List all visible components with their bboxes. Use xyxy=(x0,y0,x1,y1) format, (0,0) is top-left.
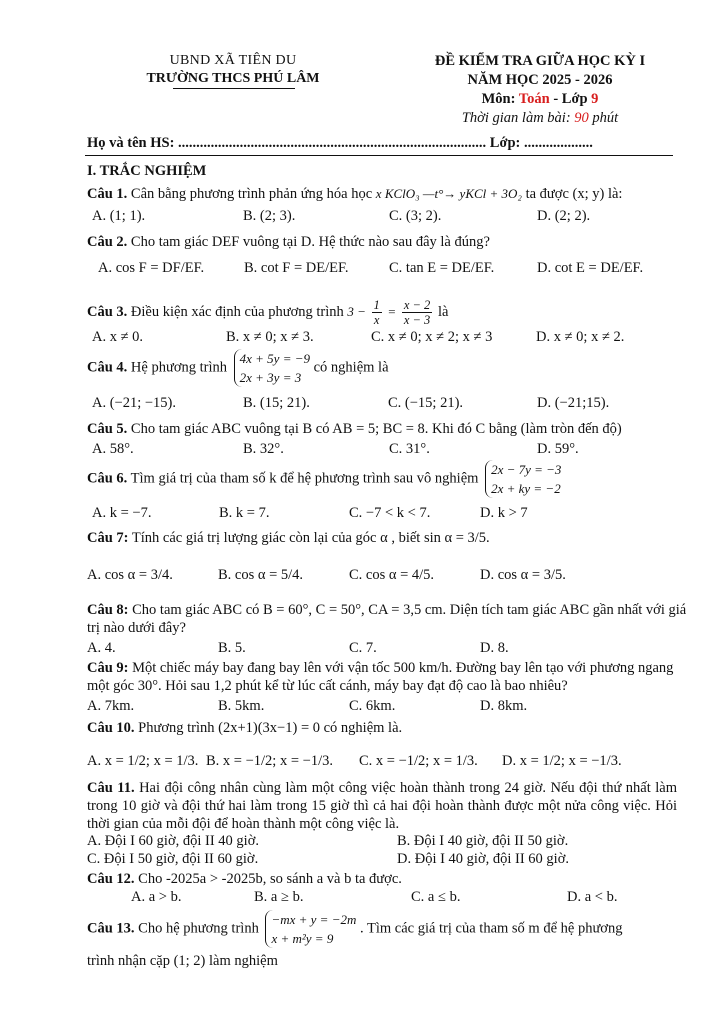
q3-option-d[interactable]: D. x ≠ 0; x ≠ 2. xyxy=(536,329,625,345)
q5-option-b[interactable]: B. 32°. xyxy=(243,441,284,457)
q7-option-a[interactable]: A. cos α = 3/4. xyxy=(87,567,173,583)
section-title: I. TRẮC NGHIỆM xyxy=(87,163,207,179)
q4-option-c[interactable]: C. (−15; 21). xyxy=(388,395,464,411)
q11-option-d[interactable]: D. Đội I 40 giờ, đội II 60 giờ. xyxy=(397,851,570,867)
subject-line: Môn: Toán - Lớp 9 xyxy=(481,91,599,107)
question-4: Câu 4. Hệ phương trình 4x + 5y = −9 2x + 3y = 3 có nghiệm là xyxy=(87,351,389,385)
exam-header xyxy=(385,52,695,128)
question-7: Câu 7: Tính các giá trị lượng giác còn lại của góc α , biết sin α = 3/5. xyxy=(87,530,490,546)
q2-option-c[interactable]: C. tan E = DE/EF. xyxy=(389,260,495,276)
subject-name: Toán xyxy=(518,91,550,107)
question-9: Câu 9: Một chiếc máy bay đang bay lên với vận tốc 500 km/h. Đường bay lên tạo với phương ngang một góc 30°. Hỏi sau 1,2 phút kể từ lúc cất cánh, máy bay đạt độ cao là bao nhiêu? xyxy=(87,660,674,694)
q10-option-b[interactable]: B. x = −1/2; x = −1/3. xyxy=(206,753,333,769)
q4-option-a[interactable]: A. (−21; −15). xyxy=(92,395,177,411)
q5-option-a[interactable]: A. 58°. xyxy=(92,441,134,457)
q10-option-a[interactable]: A. x = 1/2; x = 1/3. xyxy=(87,753,199,769)
q7-option-d[interactable]: D. cos α = 3/5. xyxy=(480,567,566,583)
q4-option-d[interactable]: D. (−21;15). xyxy=(537,395,610,411)
exam-title: ĐỀ KIỂM TRA GIỮA HỌC KỲ I xyxy=(434,53,646,69)
question-3: Câu 3. Điều kiện xác định của phương trình 3 − $\frac{1}{x}$ = $\frac{x - 2}{x - 3}$ là xyxy=(87,298,449,327)
chem-formula: x KClO₃ —t°→ yKCl + 3O₂ xyxy=(375,186,522,201)
q9-option-c[interactable]: C. 6km. xyxy=(349,698,396,714)
q2-option-a[interactable]: A. cos F = DF/EF. xyxy=(98,260,205,276)
school-underline xyxy=(173,88,295,89)
q1-option-d[interactable]: D. (2; 2). xyxy=(537,208,591,224)
q1-option-a[interactable]: A. (1; 1). xyxy=(92,208,146,224)
fraction-1-over-x: $\frac{1}{x}$ xyxy=(373,298,380,327)
question-13-continued: trình nhận cặp (1; 2) làm nghiệm xyxy=(87,953,278,969)
q6-option-d[interactable]: D. k > 7 xyxy=(480,505,528,521)
q9-option-d[interactable]: D. 8km. xyxy=(480,698,528,714)
q2-option-d[interactable]: D. cot E = DE/EF. xyxy=(537,260,644,276)
q6-option-b[interactable]: B. k = 7. xyxy=(219,505,270,521)
q8-option-c[interactable]: C. 7. xyxy=(349,640,377,656)
time-line: Thời gian làm bài: 90 phút xyxy=(461,110,619,126)
fraction-x2-over-x3: $\frac{x - 2}{x - 3}$ xyxy=(403,298,431,327)
q3-option-b[interactable]: B. x ≠ 0; x ≠ 3. xyxy=(226,329,314,345)
grade-number: 9 xyxy=(591,91,599,107)
q11-option-a[interactable]: A. Đội I 60 giờ, đội II 40 giờ. xyxy=(87,833,260,849)
q5-option-c[interactable]: C. 31°. xyxy=(389,441,430,457)
student-name-line: Họ và tên HS: ..................................................................................... Lớp: ................... xyxy=(87,135,593,151)
q11-option-b[interactable]: B. Đội I 40 giờ, đội II 50 giờ. xyxy=(397,833,569,849)
q4-option-b[interactable]: B. (15; 21). xyxy=(243,395,310,411)
q9-option-a[interactable]: A. 7km. xyxy=(87,698,135,714)
header-divider xyxy=(85,155,673,156)
question-2: Câu 2. Cho tam giác DEF vuông tại D. Hệ thức nào sau đây là đúng? xyxy=(87,234,490,250)
q12-option-b[interactable]: B. a ≥ b. xyxy=(254,889,304,905)
school-name: TRƯỜNG THCS PHÚ LÂM xyxy=(146,71,320,86)
q7-option-c[interactable]: C. cos α = 4/5. xyxy=(349,567,435,583)
q10-option-c[interactable]: C. x = −1/2; x = 1/3. xyxy=(359,753,478,769)
q8-option-d[interactable]: D. 8. xyxy=(480,640,509,656)
q8-option-a[interactable]: A. 4. xyxy=(87,640,116,656)
q7-option-b[interactable]: B. cos α = 5/4. xyxy=(218,567,304,583)
question-5: Câu 5. Cho tam giác ABC vuông tại B có AB = 5; BC = 8. Khi đó C bằng (làm tròn đến độ) xyxy=(87,421,622,437)
q11-option-c[interactable]: C. Đội I 50 giờ, đội II 60 giờ. xyxy=(87,851,259,867)
q3-option-a[interactable]: A. x ≠ 0. xyxy=(92,329,144,345)
district-name: UBND XÃ TIÊN DU xyxy=(169,53,297,68)
q10-option-d[interactable]: D. x = 1/2; x = −1/3. xyxy=(502,753,622,769)
time-minutes: 90 xyxy=(574,110,589,126)
q6-option-c[interactable]: C. −7 < k < 7. xyxy=(349,505,431,521)
question-11: Câu 11. Hai đội công nhân cùng làm một công việc hoàn thành trong 24 giờ. Nếu đội thứ nhất làm trong 10 giờ và đội thứ hai làm trong 15 giờ thì cả hai đội hoàn thành được một nửa công việc. Hỏi thời gian của mỗi đội để hoàn thành một công việc là. xyxy=(87,780,677,832)
question-13: Câu 13. Cho hệ phương trình −mx + y = −2m x + m²y = 9 . Tìm các giá trị của tham số m để hệ phương xyxy=(87,912,623,946)
equation-lhs: 3 − xyxy=(347,303,366,319)
q6-option-a[interactable]: A. k = −7. xyxy=(92,505,152,521)
q8-option-b[interactable]: B. 5. xyxy=(218,640,246,656)
q12-option-d[interactable]: D. a < b. xyxy=(567,889,618,905)
question-6: Câu 6. Tìm giá trị của tham số k để hệ phương trình sau vô nghiệm 2x − 7y = −3 2x + ky = −2 xyxy=(87,462,562,496)
school-header xyxy=(118,52,348,88)
equation-system: −mx + y = −2m x + m²y = 9 xyxy=(265,910,356,948)
question-1: Câu 1. Cân bằng phương trình phản ứng hóa học x KClO₃ —t°→ yKCl + 3O₂ ta được (x; y) là: xyxy=(87,186,623,202)
question-12: Câu 12. Cho -2025a > -2025b, so sánh a và b ta được. xyxy=(87,871,402,887)
q2-option-b[interactable]: B. cot F = DE/EF. xyxy=(244,260,349,276)
q1-option-b[interactable]: B. (2; 3). xyxy=(243,208,296,224)
question-8: Câu 8: Cho tam giác ABC có B = 60°, C = 50°, CA = 3,5 cm. Diện tích tam giác ABC gần nhất với giá trị nào dưới đây? xyxy=(87,602,687,636)
school-year: NĂM HỌC 2025 - 2026 xyxy=(467,72,613,88)
q5-option-d[interactable]: D. 59°. xyxy=(537,441,579,457)
question-10: Câu 10. Phương trình (2x+1)(3x−1) = 0 có nghiệm là. xyxy=(87,720,403,736)
equation-system: 4x + 5y = −9 2x + 3y = 3 xyxy=(234,349,310,387)
q3-option-c[interactable]: C. x ≠ 0; x ≠ 2; x ≠ 3 xyxy=(371,329,493,345)
q1-option-c[interactable]: C. (3; 2). xyxy=(389,208,442,224)
equation-system: 2x − 7y = −3 2x + ky = −2 xyxy=(485,460,561,498)
q12-option-a[interactable]: A. a > b. xyxy=(131,889,182,905)
q9-option-b[interactable]: B. 5km. xyxy=(218,698,265,714)
q12-option-c[interactable]: C. a ≤ b. xyxy=(411,889,461,905)
